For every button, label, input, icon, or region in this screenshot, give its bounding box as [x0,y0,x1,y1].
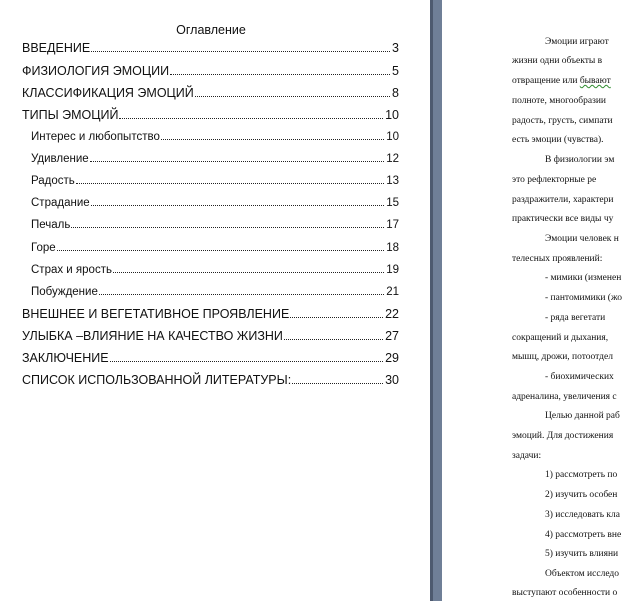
toc-entry-page: 15 [386,197,399,209]
body-text-line: - биохимических [545,372,614,382]
toc-entry[interactable] [22,64,399,78]
body-text-line: отвращение или бывают [512,76,611,86]
body-text-line: 3) исследовать кла [545,510,620,520]
toc-title: Оглавление [176,23,246,37]
body-text-line: 2) изучить особен [545,490,618,500]
toc-entry-label: Печаль [31,219,71,231]
toc-entry-label: Побуждение [31,286,98,298]
body-text-line: практически все виды чу [512,214,614,224]
toc-entry[interactable] [22,329,399,343]
body-text-line: мышц, дрожи, потоотдел [512,352,613,362]
toc-entry-label: КЛАССИФИКАЦИЯ ЭМОЦИЙ [22,86,194,100]
body-text-line: В физиологии эм [545,155,615,165]
toc-entry-page: 22 [385,307,399,321]
body-text-line: - пантомимики (жо [545,293,623,303]
body-text-line: 5) изучить влияни [545,549,619,559]
toc-entry[interactable] [22,108,399,122]
toc-entry-label: ФИЗИОЛОГИЯ ЭМОЦИИ [22,64,170,78]
toc-entry[interactable] [22,373,399,387]
spellcheck-word: бывают [579,76,611,86]
toc-entry-label: ТИПЫ ЭМОЦИЙ [22,108,119,122]
toc-entry[interactable] [22,41,399,55]
toc-leader-dots [91,50,390,52]
toc-entry-label: ЗАКЛЮЧЕНИЕ [22,351,109,365]
toc-entry-page: 12 [386,153,399,165]
body-text-line: задачи: [512,451,542,461]
page-separator-edge [430,0,433,601]
toc-leader-dots [113,271,384,273]
toc-entry-page: 10 [386,131,399,143]
document-body-page [442,0,634,601]
toc-leader-dots [90,160,385,162]
toc-entry[interactable] [22,86,399,100]
toc-entry[interactable] [31,286,399,298]
body-text-line: Объектом исследо [545,569,619,579]
body-text-line: это рефлекторные ре [512,175,597,185]
body-text-line: выступают особенности о [512,588,618,598]
toc-leader-dots [170,73,390,75]
toc-entry[interactable] [31,242,399,254]
body-text-line: - мимики (изменен [545,273,622,283]
toc-leader-dots [195,95,390,97]
toc-entry-label: Радость [31,175,75,187]
body-text-line: 4) рассмотреть вне [545,530,622,540]
body-text-line: адреналина, увеличения с [512,392,617,402]
toc-leader-dots [57,249,385,251]
body-text-line: телесных проявлений: [512,254,603,264]
body-text-line: радость, грусть, симпати [512,116,613,126]
toc-entry[interactable] [31,131,399,143]
toc-entry[interactable] [31,153,399,165]
toc-entry-label: ВВЕДЕНИЕ [22,41,91,55]
body-text-line: 1) рассмотреть по [545,470,618,480]
body-text-line: раздражители, характери [512,195,614,205]
toc-leader-dots [110,360,383,362]
body-text-line: есть эмоции (чувства). [512,135,604,145]
toc-entry[interactable] [22,351,399,365]
toc-entry-page: 13 [386,175,399,187]
toc-entry-label: Страдание [31,197,90,209]
toc-leader-dots [290,316,383,318]
toc-entry-label: СПИСОК ИСПОЛЬЗОВАННОЙ ЛИТЕРАТУРЫ: [22,373,292,387]
body-text-line: Эмоции человек н [545,234,619,244]
body-text-line: жизни одни объекты в [512,56,603,66]
body-text-line: сокращений и дыхания, [512,333,609,343]
toc-entry-page: 17 [386,219,399,231]
body-text-line: - ряда вегетати [545,313,606,323]
toc-entry[interactable] [31,175,399,187]
toc-entry[interactable] [31,219,399,231]
toc-leader-dots [161,138,384,140]
toc-entry-page: 19 [386,264,399,276]
body-text-line: полноте, многообразии [512,96,607,106]
toc-entry-label: Удивление [31,153,89,165]
toc-entry-page: 21 [386,286,399,298]
toc-entry-label: Страх и ярость [31,264,112,276]
toc-entry-page: 8 [392,86,399,100]
toc-entry-page: 18 [386,242,399,254]
toc-leader-dots [91,204,385,206]
toc-entry-page: 10 [385,108,399,122]
toc-entry-label: УЛЫБКА –ВЛИЯНИЕ НА КАЧЕСТВО ЖИЗНИ [22,329,283,343]
toc-entry[interactable] [31,197,399,209]
toc-leader-dots [71,226,384,228]
toc-leader-dots [99,293,384,295]
toc-entry-page: 5 [392,64,399,78]
toc-leader-dots [76,182,384,184]
body-text-line: Целью данной раб [545,411,620,421]
body-text-line: эмоций. Для достижения [512,431,614,441]
toc-entry-page: 27 [385,329,399,343]
body-text-line: Эмоции играют [545,37,609,47]
toc-entry[interactable] [22,307,399,321]
toc-entry-label: Горе [31,242,56,254]
toc-leader-dots [292,382,383,384]
toc-entry-label: Интерес и любопытство [31,131,160,143]
toc-entry-page: 29 [385,351,399,365]
toc-leader-dots [284,338,383,340]
toc-entry[interactable] [31,264,399,276]
toc-entry-page: 30 [385,373,399,387]
toc-leader-dots [119,117,383,119]
toc-entry-label: ВНЕШНЕЕ И ВЕГЕТАТИВНОЕ ПРОЯВЛЕНИЕ [22,307,290,321]
toc-entry-page: 3 [392,41,399,55]
